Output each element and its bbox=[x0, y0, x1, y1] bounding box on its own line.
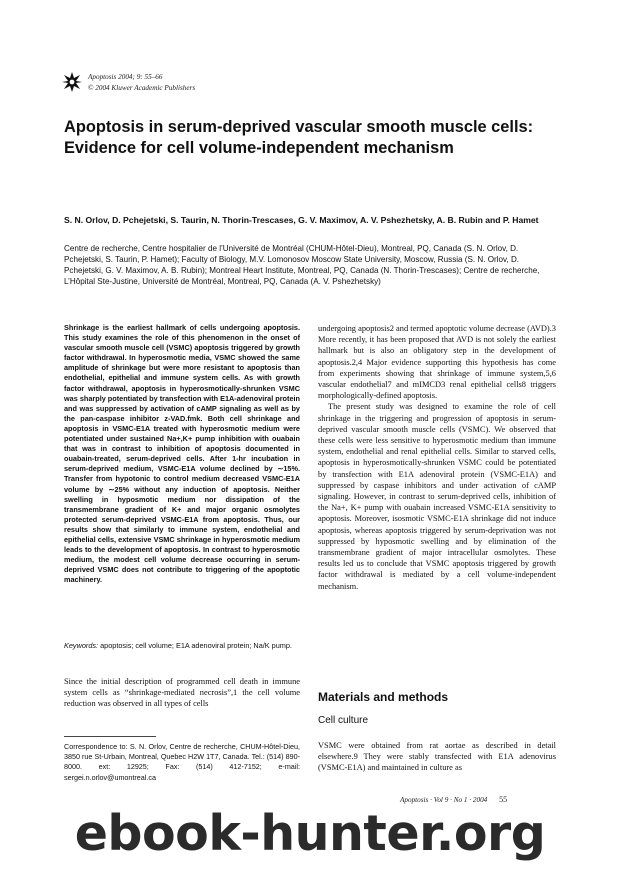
keywords bbox=[64, 641, 300, 651]
copyright-notice: © 2004 Kluwer Academic Publishers bbox=[88, 84, 196, 92]
footnote-divider bbox=[64, 736, 156, 737]
journal-header bbox=[88, 72, 195, 94]
correspondence-note: Correspondence to: S. N. Orlov, Centre de recherche, CHUM-Hôtel-Dieu, 3850 rue St-Urbain, Montreal, Quebec H2W 1T7, Canada. Tel.: (514) 890-8000. ext: 12925; Fax: (514) 412-7152; e-mail: sergei.n.orlov@umontreal.ca bbox=[64, 742, 300, 782]
affiliations: Centre de recherche, Centre hospitalier de l’Université de Montréal (CHUM-Hôtel-Dieu), Montreal, PQ, Canada (S. N. Orlov, D. Pchejetski, S. Taurin, P. Hamet); Faculty of Biology, M.V. Lomonosov Moscow State University, Moscow, Russia (S. N. Orlov, D. Pchejetski, G. V. Maximov, A. B. Rubin); Montreal Heart Institute, Montreal, PQ, Canada (N. Thorin-Trescases); Centre de recherche, L’Hôpital Ste-Justine, Université de Montréal, Montreal, PQ, Canada (A. V. Pshezhetsky) bbox=[64, 244, 540, 287]
footer-journal: Apoptosis · Vol 9 · No 1 · 2004 bbox=[400, 796, 488, 804]
journal-citation: Apoptosis 2004; 9: 55–66 bbox=[88, 73, 163, 81]
page-number: 55 bbox=[499, 795, 508, 804]
abstract-text: Shrinkage is the earliest hallmark of cells undergoing apoptosis. This study examines the role of this phenomenon in the onset of vascular smooth muscle cell (VSMC) apoptosis triggered by growth factor withdrawal. In hyperosmotic media, VSMC showed the same amplitude of shrinkage but were more resistant to apoptosis than endothelial, epithelial and immune system cells. As with growth factor withdrawal, apoptosis in hyperosmotically-shrunken VSMC was sharply potentiated by transfection with E1A-adenoviral protein and was suppressed by activation of cAMP signaling as well as by the pan-caspase inhibitor z-VAD.fmk. Both cell shrinkage and apoptosis in VSMC-E1A treated with hyperosmotic medium were potentiated under sustained Na+,K+ pump inhibition with ouabain that was in contrast to inhibition of apoptosis documented in ouabain-treated, serum-deprived cells. After 1-hr incubation in serum-deprived medium, VSMC-E1A volume declined by ∼15%. Transfer from hypotonic to control medium decreased VSMC-E1A volume by ∼25% without any induction of apoptosis. Neither swelling in hyposmotic medium nor dissipation of the transmembrane gradient of K+ and major organic osmolytes protected serum-deprived VSMC-E1A from apoptosis. Thus, our results show that similarly to immune system, endothelial and epithelial cells, extensive VSMC shrinkage in hyperosmotic medium leads to the development of apoptosis. In contrast to hyperosmotic medium, the modest cell volume decrease occurring in serum-deprived VSMC does not contribute to triggering of the apoptotic machinery. bbox=[64, 323, 300, 585]
methods-paragraph: VSMC were obtained from rat aortae as described in detail elsewhere.9 They were stably transfected with E1A adenovirus (VSMC-E1A) and maintained in culture as bbox=[318, 741, 556, 773]
section-heading: Materials and methods bbox=[318, 690, 449, 704]
abstract bbox=[64, 323, 300, 585]
author-list: S. N. Orlov, D. Pchejetski, S. Taurin, N. Thorin-Trescases, G. V. Maximov, A. V. Pshezhetsky, A. B. Rubin and P. Hamet bbox=[64, 215, 539, 225]
body-paragraph-2: The present study was designed to examine the role of cell shrinkage in the triggering and progression of apoptosis in serum-deprived vascular smooth muscle cells (VSMC). We observed that these cells were less sensitive to hyperosmotic medium than immune system, endothelial and renal epithelial cells. Similar to starved cells, apoptosis in hyperosmotically-shrunken VSMC could be potentiated by transfection with E1A adenoviral protein (VSMC-E1A) and suppressed by caspase inhibitors and under activation of cAMP signaling. However, in contrast to serum-deprived cells, inhibition of the Na+, K+ pump with ouabain increased VSMC-E1A sensitivity to apoptosis. Moreover, isosmotic VSMC-E1A shrinkage did not induce apoptosis, whereas apoptosis triggered by serum-deprivation was not suppressed by hyposmotic swelling and by elimination of the transmembrane gradient of major intracellular osmolytes. These results led us to conclude that VSMC apoptosis triggered by growth factor withdrawal is mediated by a cell volume-independent mechanism. bbox=[318, 402, 556, 591]
page-footer bbox=[400, 795, 507, 804]
introduction-paragraph: Since the initial description of programmed cell death in immune system cells as “shrinkage-mediated necrosis”,1 the cell volume reduction was observed in all types of cells bbox=[64, 677, 300, 709]
watermark: ebook-hunter.org bbox=[74, 805, 546, 862]
publisher-logo-icon bbox=[62, 72, 82, 92]
right-column-text bbox=[318, 323, 556, 592]
body-paragraph-1: undergoing apoptosis2 and termed apoptotic volume decrease (AVD).3 More recently, it has been proposed that AVD is not solely the earliest hallmark but is also an obligatory step in the development of apoptosis.2,4 Major evidence supporting this hypothesis has come from experiments showing that shrinkage of immune system,5,6 vascular endothelial7 and mIMCD3 renal epithelial cells8 triggers morphologically-defined apoptosis. bbox=[318, 324, 556, 401]
keywords-text: apoptosis; cell volume; E1A adenoviral protein; Na/K pump. bbox=[100, 641, 292, 650]
keywords-label: Keywords: bbox=[64, 641, 99, 650]
subsection-heading: Cell culture bbox=[318, 715, 369, 726]
article-title: Apoptosis in serum-deprived vascular smooth muscle cells: Evidence for cell volume-independent mechanism bbox=[64, 118, 534, 157]
